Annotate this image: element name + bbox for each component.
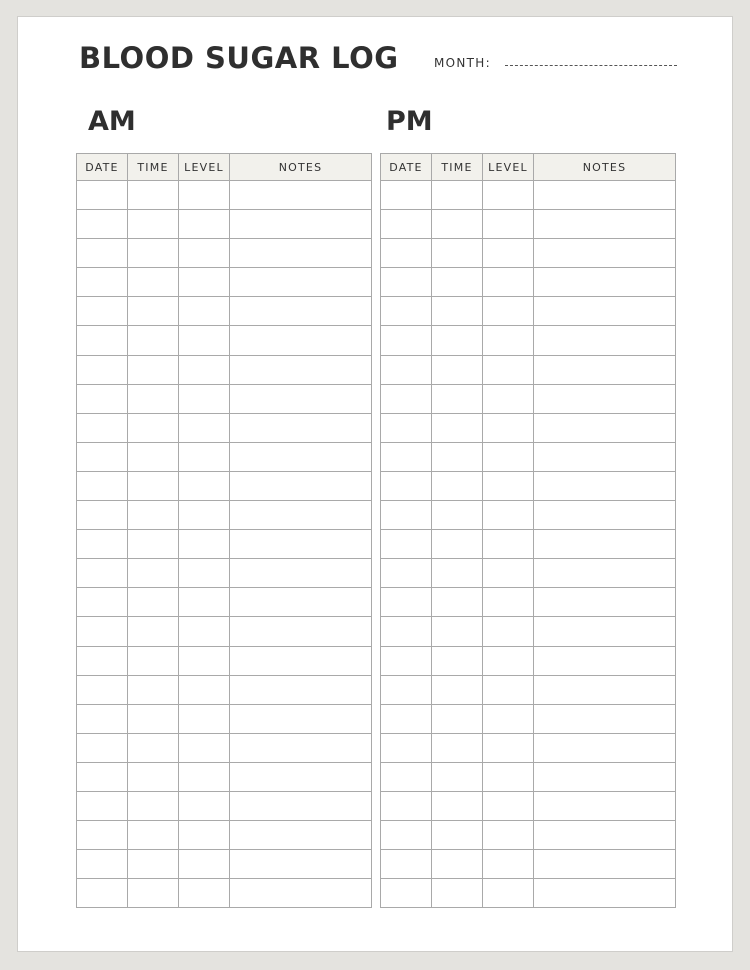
notes-cell[interactable] [534,617,676,646]
notes-cell[interactable] [230,181,372,210]
level-cell[interactable] [483,530,534,559]
date-cell[interactable] [77,442,128,471]
date-cell[interactable] [77,704,128,733]
level-cell[interactable] [483,297,534,326]
table-row [381,559,676,588]
notes-cell[interactable] [534,879,676,908]
time-cell[interactable] [128,355,179,384]
time-cell[interactable] [432,384,483,413]
table-row [77,559,372,588]
time-cell[interactable] [432,617,483,646]
column-header-time: TIME [128,154,179,181]
notes-cell[interactable] [230,850,372,879]
time-cell[interactable] [432,879,483,908]
date-cell[interactable] [381,268,432,297]
notes-cell[interactable] [534,239,676,268]
date-cell[interactable] [77,413,128,442]
table-row [381,355,676,384]
date-cell[interactable] [77,675,128,704]
time-cell[interactable] [128,879,179,908]
date-cell[interactable] [381,879,432,908]
date-cell[interactable] [381,384,432,413]
table-row [381,646,676,675]
level-cell[interactable] [179,442,230,471]
level-cell[interactable] [483,268,534,297]
table-row [77,297,372,326]
level-cell[interactable] [483,413,534,442]
notes-cell[interactable] [534,704,676,733]
level-cell[interactable] [179,588,230,617]
table-row [381,413,676,442]
date-cell[interactable] [77,850,128,879]
table-row [77,501,372,530]
column-header-notes: NOTES [230,154,372,181]
table-row [381,384,676,413]
date-cell[interactable] [381,559,432,588]
time-cell[interactable] [128,530,179,559]
date-cell[interactable] [381,850,432,879]
time-cell[interactable] [432,762,483,791]
date-cell[interactable] [77,762,128,791]
date-cell[interactable] [381,471,432,500]
date-cell[interactable] [381,297,432,326]
level-cell[interactable] [179,384,230,413]
time-cell[interactable] [128,442,179,471]
table-row [77,471,372,500]
notes-cell[interactable] [230,413,372,442]
level-cell[interactable] [483,355,534,384]
table-row [77,646,372,675]
table-row [77,413,372,442]
date-cell[interactable] [77,821,128,850]
time-cell[interactable] [432,297,483,326]
time-cell[interactable] [432,646,483,675]
table-row [77,530,372,559]
date-cell[interactable] [381,762,432,791]
notes-cell[interactable] [230,762,372,791]
notes-cell[interactable] [534,413,676,442]
column-header-date: DATE [77,154,128,181]
level-cell[interactable] [483,501,534,530]
time-cell[interactable] [128,559,179,588]
table-header-row [77,154,372,181]
am-log-table [76,153,372,908]
date-cell[interactable] [381,675,432,704]
table-row [381,501,676,530]
time-cell[interactable] [128,413,179,442]
notes-cell[interactable] [230,530,372,559]
notes-cell[interactable] [534,297,676,326]
level-cell[interactable] [179,181,230,210]
level-cell[interactable] [179,210,230,239]
pm-section-title: PM [386,106,433,137]
time-cell[interactable] [128,588,179,617]
level-cell[interactable] [179,675,230,704]
notes-cell[interactable] [534,559,676,588]
level-cell[interactable] [179,501,230,530]
notes-cell[interactable] [534,355,676,384]
notes-cell[interactable] [230,239,372,268]
level-cell[interactable] [483,675,534,704]
level-cell[interactable] [179,413,230,442]
notes-cell[interactable] [230,501,372,530]
date-cell[interactable] [77,239,128,268]
table-row [381,297,676,326]
date-cell[interactable] [77,646,128,675]
notes-cell[interactable] [534,675,676,704]
time-cell[interactable] [128,268,179,297]
time-cell[interactable] [432,268,483,297]
time-cell[interactable] [128,297,179,326]
table-row [77,762,372,791]
notes-cell[interactable] [230,355,372,384]
table-row [381,442,676,471]
time-cell[interactable] [432,210,483,239]
date-cell[interactable] [77,879,128,908]
table-row [381,675,676,704]
notes-cell[interactable] [230,210,372,239]
date-cell[interactable] [77,791,128,820]
time-cell[interactable] [128,384,179,413]
level-cell[interactable] [483,559,534,588]
notes-cell[interactable] [230,879,372,908]
time-cell[interactable] [432,442,483,471]
level-cell[interactable] [179,559,230,588]
time-cell[interactable] [128,181,179,210]
column-header-level: LEVEL [483,154,534,181]
level-cell[interactable] [179,733,230,762]
time-cell[interactable] [432,530,483,559]
level-cell[interactable] [179,355,230,384]
column-header-date: DATE [381,154,432,181]
table-row [77,850,372,879]
level-cell[interactable] [483,704,534,733]
table-row [77,704,372,733]
level-cell[interactable] [483,879,534,908]
pm-log-table [380,153,676,908]
notes-cell[interactable] [534,501,676,530]
time-cell[interactable] [432,239,483,268]
table-row [381,704,676,733]
table-row [381,821,676,850]
table-row [77,355,372,384]
log-sheet [17,16,733,952]
level-cell[interactable] [483,326,534,355]
level-cell[interactable] [483,617,534,646]
time-cell[interactable] [432,704,483,733]
level-cell[interactable] [179,762,230,791]
date-cell[interactable] [77,530,128,559]
notes-cell[interactable] [534,646,676,675]
level-cell[interactable] [179,297,230,326]
date-cell[interactable] [77,471,128,500]
table-row [381,762,676,791]
am-table-body [77,181,372,908]
level-cell[interactable] [483,239,534,268]
time-cell[interactable] [128,762,179,791]
table-row [381,588,676,617]
month-label: MONTH: [434,56,491,70]
time-cell[interactable] [128,617,179,646]
table-row [381,181,676,210]
column-header-level: LEVEL [179,154,230,181]
table-row [77,181,372,210]
table-row [77,879,372,908]
time-cell[interactable] [128,850,179,879]
notes-cell[interactable] [230,675,372,704]
level-cell[interactable] [179,239,230,268]
notes-cell[interactable] [534,442,676,471]
table-row [381,617,676,646]
date-cell[interactable] [77,326,128,355]
time-cell[interactable] [432,791,483,820]
notes-cell[interactable] [230,559,372,588]
date-cell[interactable] [381,588,432,617]
notes-cell[interactable] [230,384,372,413]
date-cell[interactable] [77,501,128,530]
time-cell[interactable] [128,704,179,733]
time-cell[interactable] [432,501,483,530]
notes-cell[interactable] [230,268,372,297]
notes-cell[interactable] [230,791,372,820]
notes-cell[interactable] [230,326,372,355]
notes-cell[interactable] [230,704,372,733]
date-cell[interactable] [381,239,432,268]
level-cell[interactable] [179,268,230,297]
time-cell[interactable] [432,413,483,442]
table-row [381,791,676,820]
level-cell[interactable] [179,850,230,879]
table-row [381,210,676,239]
table-row [77,442,372,471]
level-cell[interactable] [483,471,534,500]
table-row [77,239,372,268]
date-cell[interactable] [77,268,128,297]
notes-cell[interactable] [534,384,676,413]
level-cell[interactable] [179,879,230,908]
level-cell[interactable] [179,704,230,733]
table-row [381,326,676,355]
notes-cell[interactable] [534,210,676,239]
date-cell[interactable] [381,355,432,384]
month-write-in-line[interactable] [505,65,677,66]
level-cell[interactable] [483,733,534,762]
level-cell[interactable] [483,821,534,850]
pm-table-body [381,181,676,908]
notes-cell[interactable] [230,442,372,471]
notes-cell[interactable] [534,850,676,879]
level-cell[interactable] [179,326,230,355]
date-cell[interactable] [381,530,432,559]
table-row [77,733,372,762]
table-row [77,210,372,239]
time-cell[interactable] [432,850,483,879]
time-cell[interactable] [128,501,179,530]
date-cell[interactable] [381,733,432,762]
notes-cell[interactable] [534,733,676,762]
level-cell[interactable] [483,181,534,210]
level-cell[interactable] [483,791,534,820]
table-row [77,326,372,355]
time-cell[interactable] [432,326,483,355]
time-cell[interactable] [128,821,179,850]
date-cell[interactable] [381,704,432,733]
date-cell[interactable] [381,210,432,239]
time-cell[interactable] [128,791,179,820]
am-section-title: AM [88,106,136,137]
date-cell[interactable] [381,821,432,850]
date-cell[interactable] [77,588,128,617]
notes-cell[interactable] [230,588,372,617]
time-cell[interactable] [128,210,179,239]
table-row [77,791,372,820]
table-row [381,733,676,762]
notes-cell[interactable] [230,646,372,675]
table-row [77,588,372,617]
column-header-time: TIME [432,154,483,181]
date-cell[interactable] [381,646,432,675]
time-cell[interactable] [128,675,179,704]
notes-cell[interactable] [534,181,676,210]
level-cell[interactable] [179,471,230,500]
notes-cell[interactable] [230,733,372,762]
notes-cell[interactable] [534,821,676,850]
notes-cell[interactable] [534,791,676,820]
level-cell[interactable] [179,530,230,559]
notes-cell[interactable] [534,588,676,617]
table-row [381,239,676,268]
date-cell[interactable] [77,210,128,239]
level-cell[interactable] [483,850,534,879]
time-cell[interactable] [432,559,483,588]
notes-cell[interactable] [230,297,372,326]
level-cell[interactable] [483,588,534,617]
table-header-row [381,154,676,181]
date-cell[interactable] [77,733,128,762]
time-cell[interactable] [432,355,483,384]
notes-cell[interactable] [230,617,372,646]
time-cell[interactable] [432,588,483,617]
date-cell[interactable] [381,501,432,530]
level-cell[interactable] [483,762,534,791]
table-row [381,879,676,908]
page-title: BLOOD SUGAR LOG [79,41,399,75]
time-cell[interactable] [432,821,483,850]
table-row [77,384,372,413]
level-cell[interactable] [179,617,230,646]
time-cell[interactable] [432,675,483,704]
date-cell[interactable] [381,791,432,820]
level-cell[interactable] [483,384,534,413]
level-cell[interactable] [483,442,534,471]
date-cell[interactable] [381,181,432,210]
level-cell[interactable] [483,646,534,675]
column-header-notes: NOTES [534,154,676,181]
table-row [381,530,676,559]
date-cell[interactable] [77,181,128,210]
table-row [381,268,676,297]
notes-cell[interactable] [534,268,676,297]
level-cell[interactable] [179,821,230,850]
notes-cell[interactable] [230,821,372,850]
time-cell[interactable] [128,239,179,268]
table-row [77,675,372,704]
date-cell[interactable] [77,297,128,326]
date-cell[interactable] [381,442,432,471]
date-cell[interactable] [77,355,128,384]
notes-cell[interactable] [534,326,676,355]
notes-cell[interactable] [534,762,676,791]
table-row [77,617,372,646]
notes-cell[interactable] [230,471,372,500]
date-cell[interactable] [77,384,128,413]
notes-cell[interactable] [534,530,676,559]
date-cell[interactable] [77,617,128,646]
level-cell[interactable] [179,791,230,820]
time-cell[interactable] [432,471,483,500]
table-row [381,471,676,500]
notes-cell[interactable] [534,471,676,500]
date-cell[interactable] [381,617,432,646]
time-cell[interactable] [432,181,483,210]
date-cell[interactable] [381,413,432,442]
time-cell[interactable] [128,471,179,500]
time-cell[interactable] [128,733,179,762]
table-row [77,821,372,850]
date-cell[interactable] [381,326,432,355]
level-cell[interactable] [483,210,534,239]
table-row [77,268,372,297]
time-cell[interactable] [128,326,179,355]
level-cell[interactable] [179,646,230,675]
date-cell[interactable] [77,559,128,588]
time-cell[interactable] [128,646,179,675]
time-cell[interactable] [432,733,483,762]
table-row [381,850,676,879]
